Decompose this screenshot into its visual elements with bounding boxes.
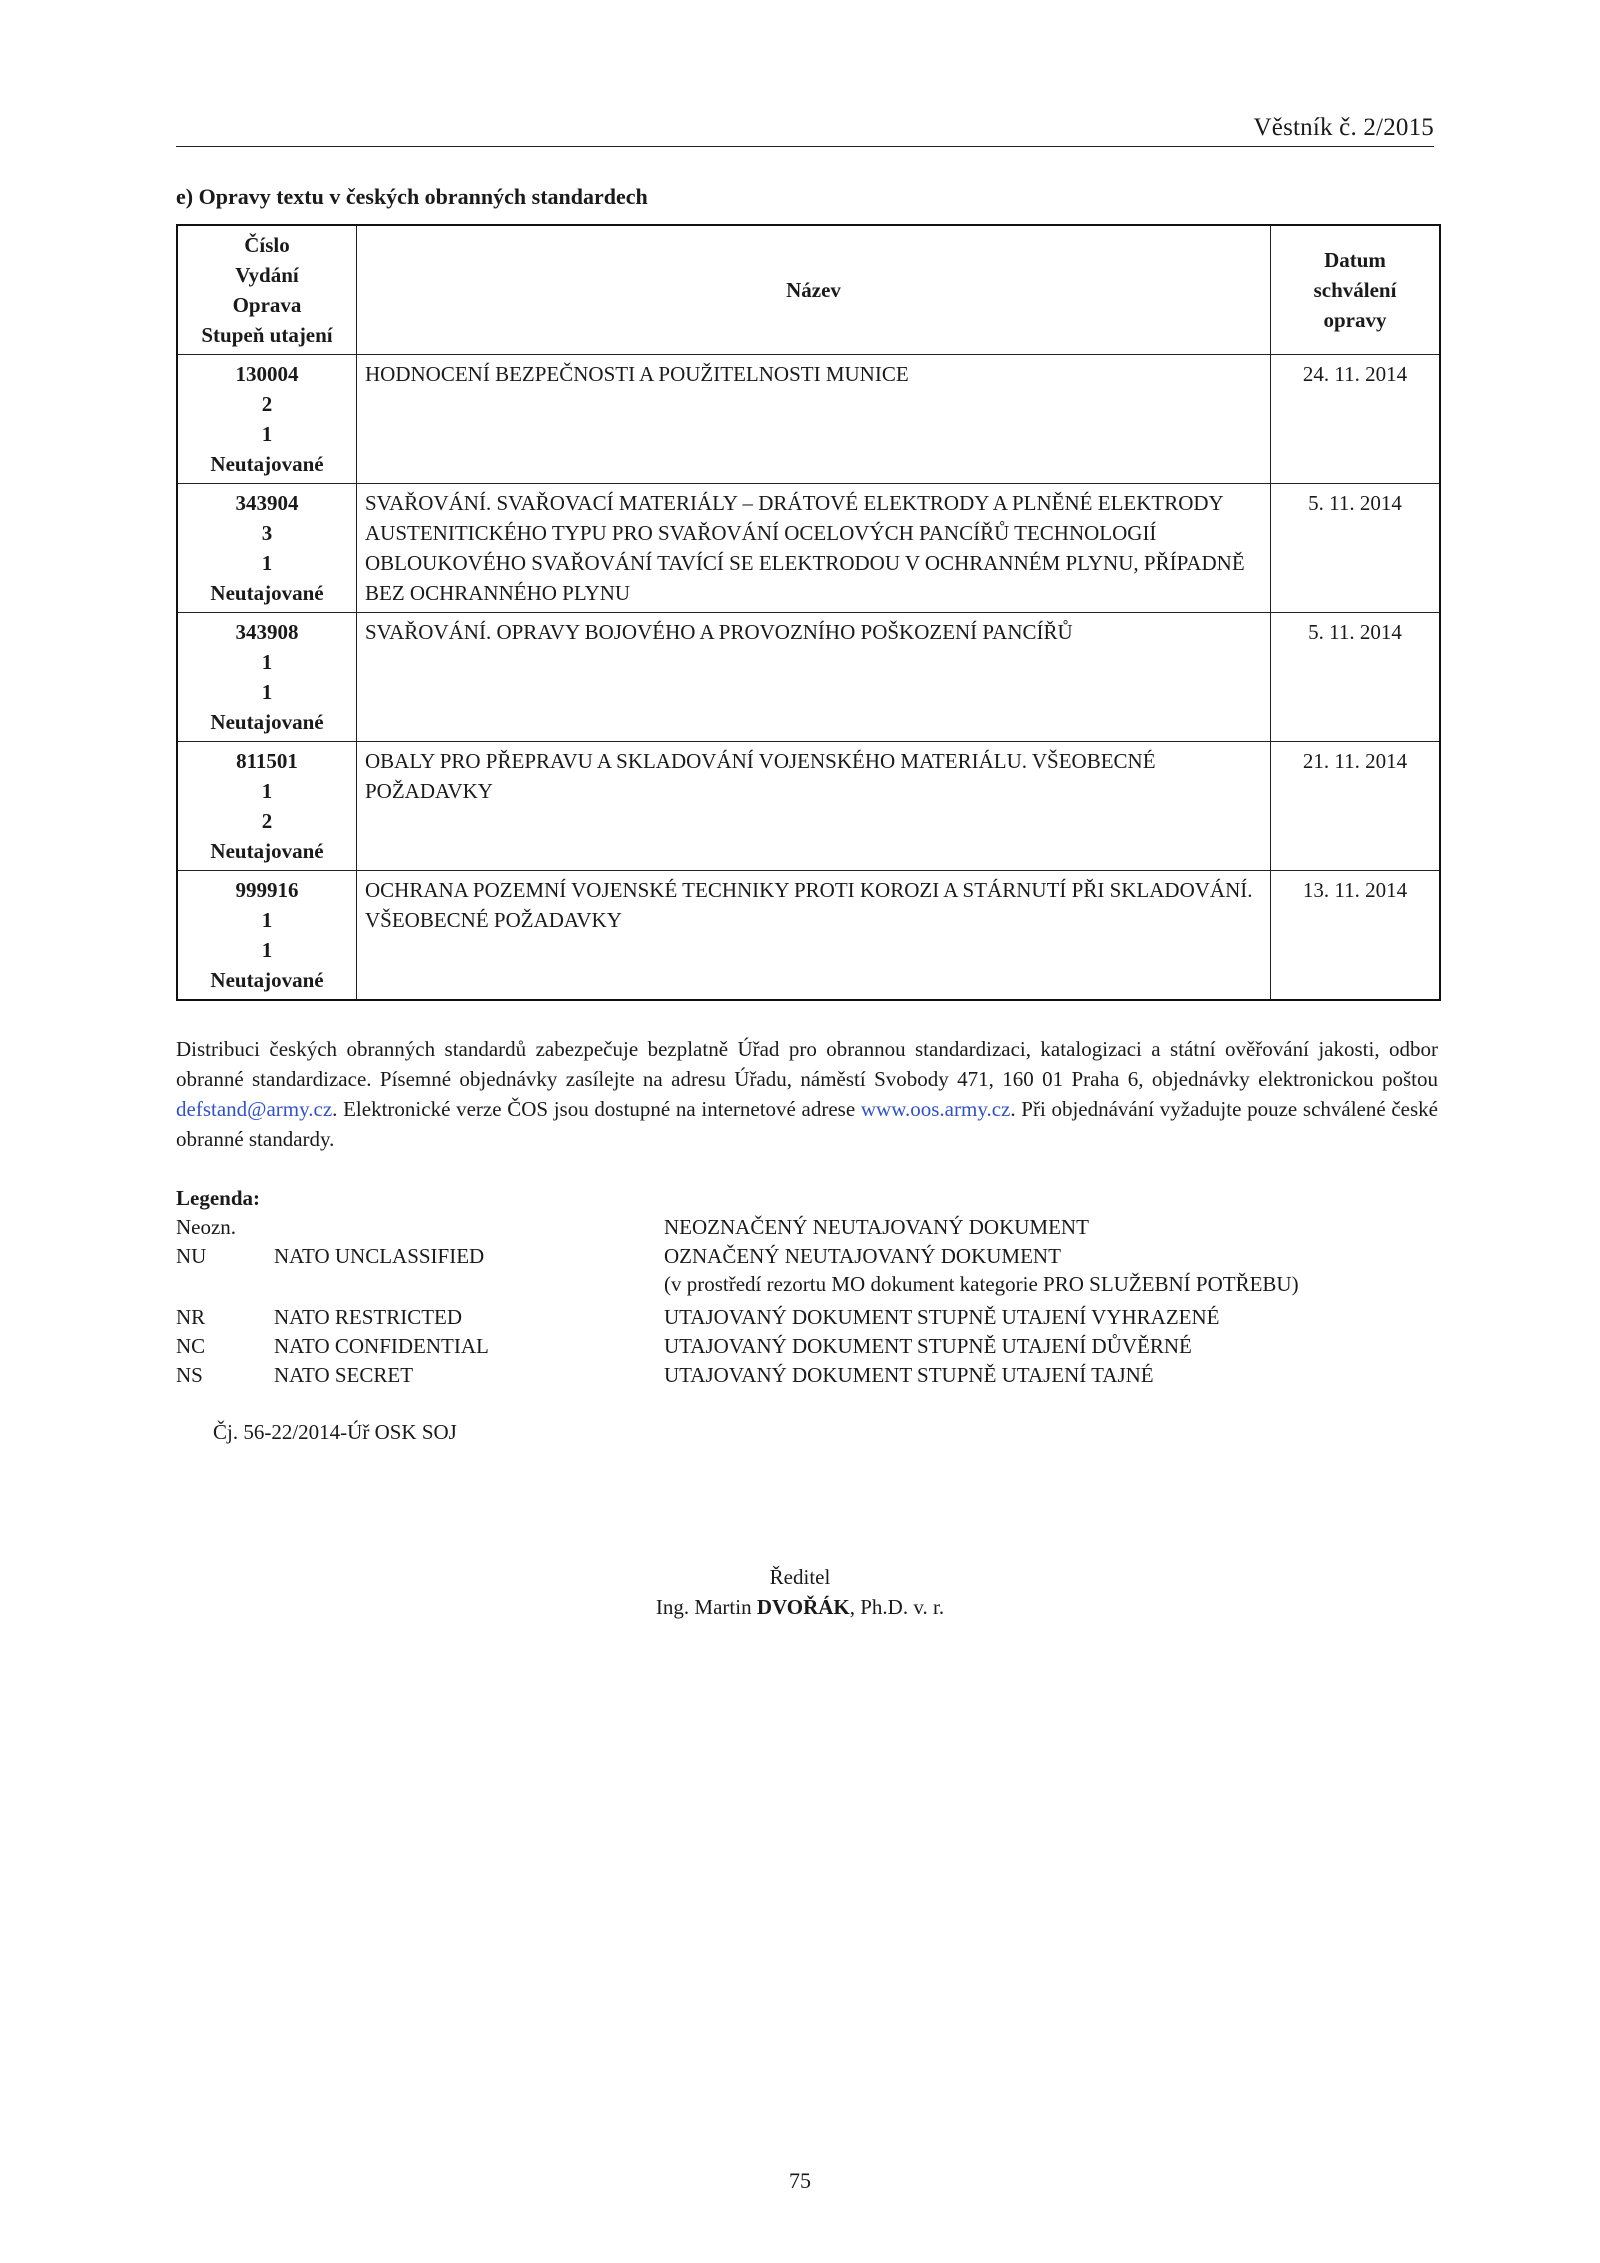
standard-edition: 2 bbox=[261, 392, 273, 416]
standard-edition: 1 bbox=[261, 779, 273, 803]
legend-title: Legenda: bbox=[176, 1186, 260, 1210]
page-number: 75 bbox=[789, 2168, 811, 2193]
standard-correction: 1 bbox=[261, 422, 273, 446]
approval-date: 13. 11. 2014 bbox=[1271, 871, 1441, 1001]
signature-name-suffix: , Ph.D. v. r. bbox=[849, 1595, 945, 1619]
table-row bbox=[177, 613, 1440, 742]
standard-classification: Neutajované bbox=[210, 710, 324, 734]
column-header-id-line: Stupeň utajení bbox=[201, 323, 333, 347]
distribution-text: . Elektronické verze ČOS jsou dostupné na internetové adrese bbox=[332, 1097, 861, 1121]
legend-description: UTAJOVANÝ DOKUMENT STUPNĚ UTAJENÍ VYHRAZENÉ bbox=[664, 1305, 1220, 1329]
legend-description: (v prostředí rezortu MO dokument kategorie PRO SLUŽEBNÍ POTŘEBU) bbox=[664, 1272, 1299, 1296]
signature-role: Ředitel bbox=[769, 1565, 831, 1589]
legend-description: UTAJOVANÝ DOKUMENT STUPNĚ UTAJENÍ DŮVĚRNÉ bbox=[664, 1334, 1192, 1358]
approval-date: 24. 11. 2014 bbox=[1271, 355, 1441, 484]
standard-name: SVAŘOVÁNÍ. SVAŘOVACÍ MATERIÁLY – DRÁTOVÉ ELEKTRODY A PLNĚNÉ ELEKTRODY AUSTENITICKÉHO TYPU PRO SVAŘOVÁNÍ OCELOVÝCH PANCÍŘŮ TECHNOLOGIÍ OBLOUKOVÉHO SVAŘOVÁNÍ TAVÍCÍ SE ELEKTRODOU V OCHRANNÉM PLYNU, PŘÍPADNĚ BEZ OCHRANNÉHO PLYNU bbox=[357, 484, 1271, 613]
standard-id-cell bbox=[177, 355, 357, 484]
legend-description: NEOZNAČENÝ NEUTAJOVANÝ DOKUMENT bbox=[664, 1215, 1089, 1239]
legend-code: NU bbox=[176, 1244, 207, 1268]
legend-code: NR bbox=[176, 1305, 206, 1329]
standard-edition: 3 bbox=[261, 521, 273, 545]
legend-nato: NATO UNCLASSIFIED bbox=[274, 1244, 485, 1268]
column-header-date bbox=[1271, 225, 1441, 355]
legend-code: NC bbox=[176, 1334, 206, 1358]
approval-date: 5. 11. 2014 bbox=[1271, 613, 1441, 742]
standard-classification: Neutajované bbox=[210, 839, 324, 863]
legend-code: Neozn. bbox=[176, 1215, 237, 1239]
table-row bbox=[177, 742, 1440, 871]
table-row bbox=[177, 484, 1440, 613]
signature-block bbox=[0, 1562, 1600, 1622]
legend-nato: NATO SECRET bbox=[274, 1363, 414, 1387]
standard-number: 343908 bbox=[235, 620, 299, 644]
legend-nato: NATO CONFIDENTIAL bbox=[274, 1334, 489, 1358]
reference-number: Čj. 56-22/2014-Úř OSK SOJ bbox=[213, 1420, 457, 1444]
standard-correction: 1 bbox=[261, 680, 273, 704]
standard-correction: 1 bbox=[261, 938, 273, 962]
legend-description: OZNAČENÝ NEUTAJOVANÝ DOKUMENT bbox=[664, 1244, 1061, 1268]
legend-nato: NATO RESTRICTED bbox=[274, 1305, 463, 1329]
column-header-id-line: Oprava bbox=[232, 293, 302, 317]
email-link[interactable]: defstand@army.cz bbox=[176, 1097, 333, 1121]
column-header-id-line: Číslo bbox=[244, 233, 290, 257]
distribution-text: Distribuci českých obranných standardů zabezpečuje bezplatně Úřad pro obrannou standardizaci, katalogizaci a státní ověřování jakosti, odbor obranné standardizace. Písemné objednávky zasílejte na adresu Úřadu, náměstí Svobody 471, 160 01 Praha 6, objednávky elektronickou poštou bbox=[176, 1037, 1438, 1091]
signature-name bbox=[0, 1592, 1600, 1622]
website-link[interactable]: www.oos.army.cz bbox=[860, 1097, 1011, 1121]
distribution-text: . Při objednávání vyžadujte pouze schválené české obranné standardy. bbox=[176, 1097, 1438, 1151]
standard-id-cell bbox=[177, 613, 357, 742]
table-row bbox=[177, 355, 1440, 484]
approval-date: 5. 11. 2014 bbox=[1271, 484, 1441, 613]
header-rule bbox=[176, 146, 1434, 147]
signature-name-prefix: Ing. Martin bbox=[655, 1595, 757, 1619]
standard-id-cell bbox=[177, 484, 357, 613]
standard-edition: 1 bbox=[261, 908, 273, 932]
standard-number: 811501 bbox=[236, 749, 298, 773]
standard-name: OCHRANA POZEMNÍ VOJENSKÉ TECHNIKY PROTI KOROZI A STÁRNUTÍ PŘI SKLADOVÁNÍ. VŠEOBECNÉ POŽADAVKY bbox=[357, 871, 1271, 1001]
standard-id-cell bbox=[177, 742, 357, 871]
standard-correction: 1 bbox=[261, 551, 273, 575]
standard-name: OBALY PRO PŘEPRAVU A SKLADOVÁNÍ VOJENSKÉHO MATERIÁLU. VŠEOBECNÉ POŽADAVKY bbox=[357, 742, 1271, 871]
standard-id-cell bbox=[177, 871, 357, 1001]
standard-number: 343904 bbox=[235, 491, 299, 515]
section-title: e) Opravy textu v českých obranných standardech bbox=[176, 184, 648, 209]
standards-table bbox=[176, 224, 1441, 1001]
standard-classification: Neutajované bbox=[210, 452, 324, 476]
column-header-id bbox=[177, 225, 357, 355]
table-row bbox=[177, 871, 1440, 1001]
column-header-date-line: opravy bbox=[1323, 308, 1387, 332]
standard-correction: 2 bbox=[261, 809, 273, 833]
standard-number: 999916 bbox=[235, 878, 299, 902]
header-title: Věstník č. 2/2015 bbox=[1253, 114, 1434, 141]
standard-name: SVAŘOVÁNÍ. OPRAVY BOJOVÉHO A PROVOZNÍHO POŠKOZENÍ PANCÍŘŮ bbox=[357, 613, 1271, 742]
legend-code: NS bbox=[176, 1363, 203, 1387]
distribution-paragraph bbox=[176, 1034, 1438, 1154]
standard-edition: 1 bbox=[261, 650, 273, 674]
approval-date: 21. 11. 2014 bbox=[1271, 742, 1441, 871]
column-header-id-line: Vydání bbox=[235, 263, 299, 287]
legend-description: UTAJOVANÝ DOKUMENT STUPNĚ UTAJENÍ TAJNÉ bbox=[664, 1363, 1154, 1387]
column-header-name: Název bbox=[357, 225, 1271, 355]
standard-classification: Neutajované bbox=[210, 968, 324, 992]
column-header-date-line: schválení bbox=[1313, 278, 1397, 302]
standard-number: 130004 bbox=[235, 362, 299, 386]
standard-classification: Neutajované bbox=[210, 581, 324, 605]
column-header-date-line: Datum bbox=[1324, 248, 1386, 272]
signature-surname: DVOŘÁK bbox=[756, 1595, 850, 1619]
standard-name: HODNOCENÍ BEZPEČNOSTI A POUŽITELNOSTI MUNICE bbox=[357, 355, 1271, 484]
table-header-row bbox=[177, 225, 1440, 355]
